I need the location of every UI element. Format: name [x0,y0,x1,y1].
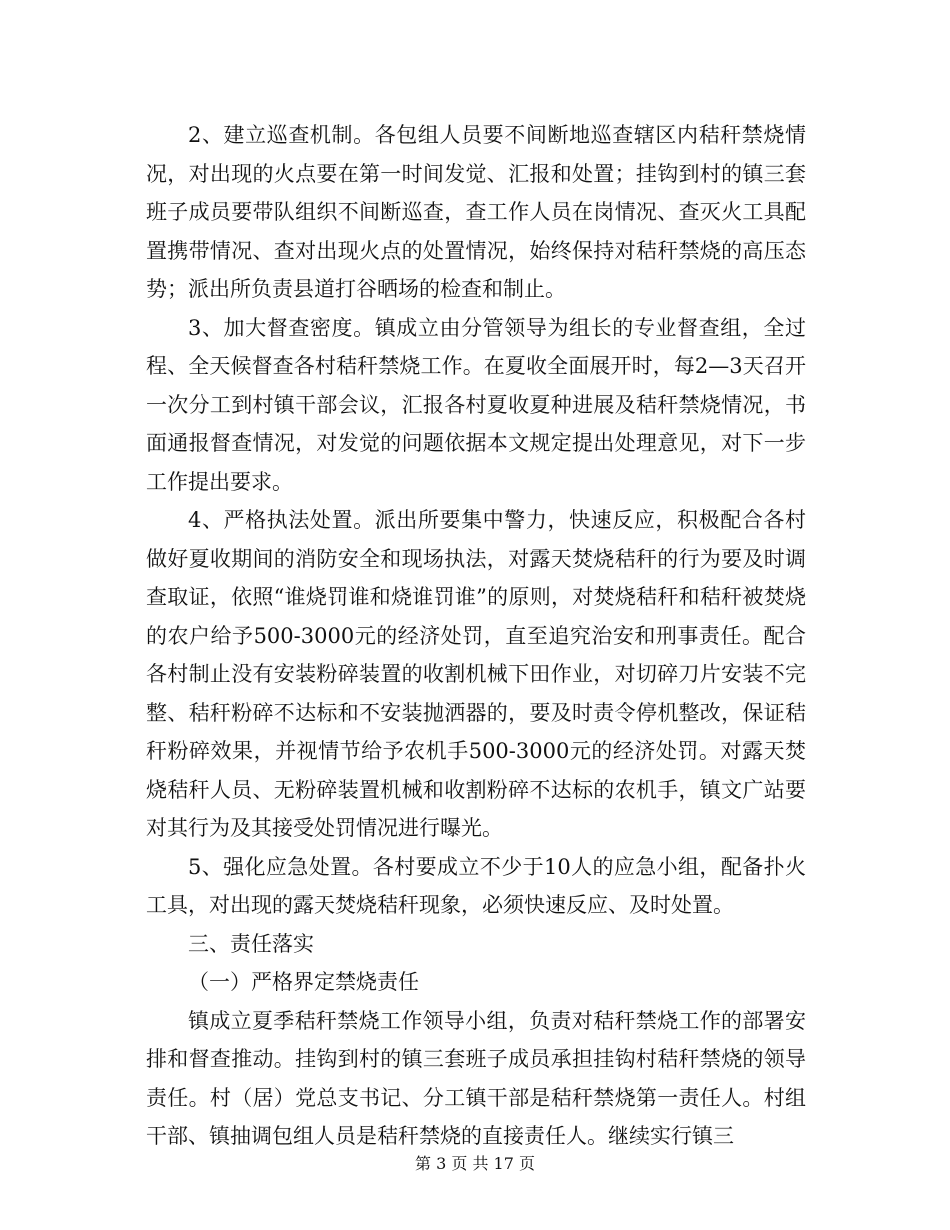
paragraph-responsibility: 镇成立夏季秸秆禁烧工作领导小组，负责对秸秆禁烧工作的部署安排和督查推动。挂钩到村的镇三套班子成员承担挂钩村秸秆禁烧的领导责任。村（居）党总支书记、分工镇干部是秸秆禁烧第一责任人。村组干部、镇抽调包组人员是秸秆禁烧的直接责任人。继续实行镇三 [146,1008,806,1148]
paragraph-emergency-response: 5、强化应急处置。各村要成立不少于10人的应急小组，配备扑火工具，对出现的露天焚烧秸秆现象，必须快速反应、及时处置。 [146,854,806,917]
paragraph-law-enforcement: 4、严格执法处置。派出所要集中警力，快速反应，积极配合各村做好夏收期间的消防安全和现场执法，对露天焚烧秸秆的行为要及时调查取证，依照“谁烧罚谁和烧谁罚谁”的原则，对焚烧秸秆和秸秆被焚烧的农户给予500-3000元的经济处罚，直至追究治安和刑事责任。配合各村制止没有安装粉碎装置的收割机械下田作业，对切碎刀片安装不完整、秸秆粉碎不达标和不安装抛洒器的，要及时责令停机整改，保证秸秆粉碎效果，并视情节给予农机手500-3000元的经济处罚。对露天焚烧秸秆人员、无粉碎装置机械和收割粉碎不达标的农机手，镇文广站要对其行为及其接受处罚情况进行曝光。 [146,508,806,840]
paragraph-supervision-density: 3、加大督查密度。镇成立由分管领导为组长的专业督查组，全过程、全天候督查各村秸秆禁烧工作。在夏收全面展开时，每2—3天召开一次分工到村镇干部会议，汇报各村夏收夏种进展及秸秆禁烧情况，书面通报督查情况，对发觉的问题依据本文规定提出处理意见，对下一步工作提出要求。 [146,315,806,494]
sub-heading: （一）严格界定禁烧责任 [188,970,419,994]
page-footer: 第 3 页 共 17 页 [415,1154,535,1173]
paragraph-patrol-mechanism: 2、建立巡查机制。各包组人员要不间断地巡查辖区内秸秆禁烧情况，对出现的火点要在第一时间发觉、汇报和处置；挂钩到村的镇三套班子成员要带队组织不间断巡查，查工作人员在岗情况、查灭火工具配置携带情况、查对出现火点的处置情况，始终保持对秸秆禁烧的高压态势；派出所负责县道打谷晒场的检查和制止。 [146,123,806,301]
document-body [146,116,806,1156]
section-heading: 三、责任落实 [188,931,314,956]
